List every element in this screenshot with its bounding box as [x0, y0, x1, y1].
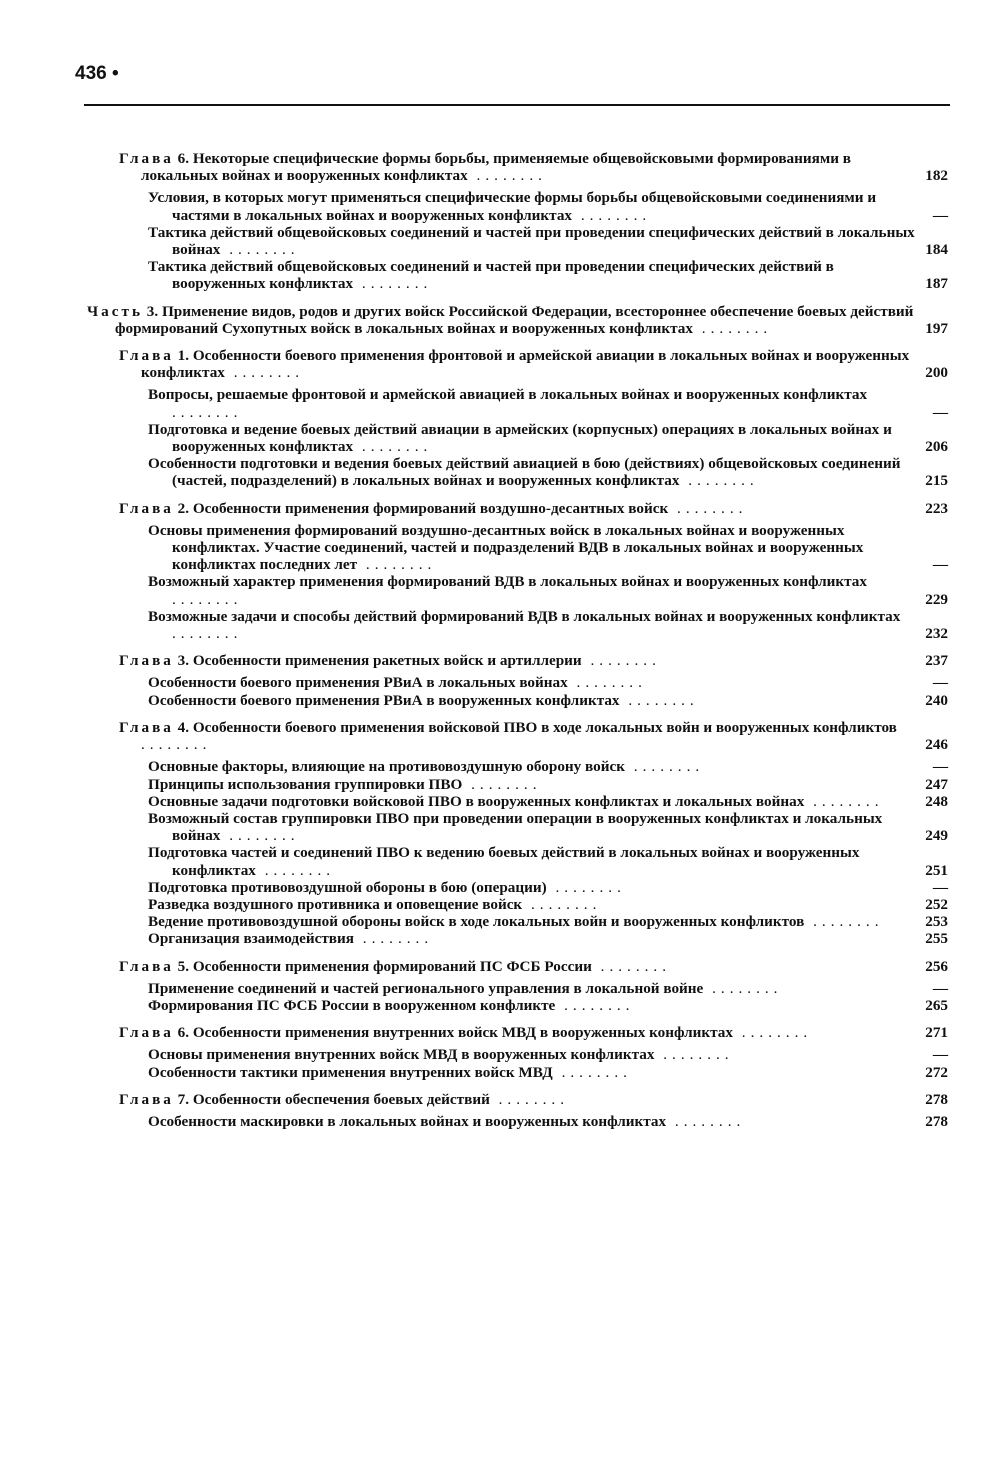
toc-entry-section — [0, 608, 1000, 642]
toc-entry-section — [0, 776, 1000, 793]
toc-entry-page: 271 — [925, 1024, 948, 1042]
toc-entry-label: Глава — [119, 718, 174, 736]
toc-entry-chapter — [0, 719, 1000, 753]
dot-leader: ........ — [567, 674, 647, 692]
dot-leader: ........ — [666, 1112, 746, 1130]
dot-leader: ........ — [552, 1063, 632, 1081]
toc-entry-title: Подготовка и ведение боевых действий авиации в армейских (корпусных) операциях в локальных войнах и вооруженных конфликтах — [148, 420, 892, 456]
toc-entry-title: Основные задачи подготовки войсковой ПВО в вооруженных конфликтах и локальных войнах — [148, 792, 805, 810]
dot-leader: ........ — [224, 364, 305, 382]
dot-leader: ........ — [703, 979, 783, 997]
toc-entry-section — [0, 997, 1000, 1014]
toc-entry-page: 182 — [925, 167, 948, 185]
dot-leader: ........ — [581, 652, 661, 670]
dot-leader: ........ — [172, 625, 243, 643]
toc-entry-label: Глава — [119, 499, 174, 517]
page-number: 436 • — [75, 63, 119, 84]
dot-leader: ........ — [546, 878, 626, 896]
dot-leader: ........ — [668, 499, 748, 517]
toc-entry-title: 4. Особенности боевого применения войсковой ПВО в ходе локальных войн и вооруженных конфликтов — [177, 718, 897, 736]
toc-entry-title: Условия, в которых могут применяться специфические формы борьбы общевойсковыми соединениями и частями в локальных войнах и вооруженных конфликтах — [148, 189, 877, 224]
toc-entry-title: 1. Особенности боевого применения фронтовой и армейской авиации в локальных войнах и вооруженных конфликтах — [141, 347, 910, 382]
toc-entry-page: — — [932, 979, 948, 997]
toc-entry-title: Возможный характер применения формирований ВДВ в локальных войнах и вооруженных конфликтах — [148, 573, 867, 591]
toc-entry-page: 251 — [925, 861, 948, 879]
dot-leader: ........ — [353, 930, 434, 948]
dot-leader: ........ — [467, 167, 547, 185]
toc-entry-chapter — [0, 958, 1000, 975]
toc-entry-chapter — [0, 1091, 1000, 1108]
toc-entry-section — [0, 844, 1000, 878]
toc-entry-title: Возможные задачи и способы действий формирований ВДВ в локальных войнах и вооруженных конфликтах — [148, 607, 901, 625]
dot-leader: ........ — [522, 895, 602, 913]
toc-entry-title: Организация взаимодействия — [148, 930, 354, 948]
dot-leader: ........ — [619, 691, 699, 709]
toc-entry-page: — — [932, 206, 948, 224]
toc-entry-page: — — [932, 878, 948, 896]
toc-entry-title: Принципы использования группировки ПВО — [148, 775, 463, 793]
toc-entry-page: 246 — [925, 736, 948, 754]
toc-entry-section — [0, 758, 1000, 775]
toc-entry-page: 240 — [925, 691, 948, 709]
toc-entry-page: 223 — [925, 499, 948, 517]
toc-entry-section — [0, 1046, 1000, 1063]
toc-entry-label: Глава — [119, 1090, 174, 1108]
dot-leader: ........ — [591, 957, 672, 975]
toc-entry-page: 249 — [925, 827, 948, 845]
toc-entry-chapter — [0, 150, 1000, 184]
toc-entry-title: Тактика действий общевойсковых соединений и частей при проведении специфических действий в вооруженных конфликтах — [148, 258, 834, 293]
dot-leader: ........ — [804, 913, 884, 931]
toc-entry-title: Подготовка частей и соединений ПВО к ведению боевых действий в локальных войнах и вооруженных конфликтах — [148, 844, 860, 879]
toc-entry-label: Глава — [119, 1024, 174, 1042]
toc-entry-label: Глава — [119, 957, 174, 975]
toc-entry-section — [0, 879, 1000, 896]
toc-entry-section — [0, 573, 1000, 607]
toc-entry-page: 265 — [925, 996, 948, 1014]
toc-entry-chapter — [0, 347, 1000, 381]
dot-leader: ........ — [625, 758, 705, 776]
toc-entry-title: 3. Применение видов, родов и других войск Российской Федерации, всестороннее обеспечение боевых действий формирований Сухопутных войск в локальных войнах и вооруженных конфликтах — [115, 302, 914, 337]
dot-leader: ........ — [172, 590, 243, 608]
dot-leader: ........ — [255, 861, 336, 879]
toc-entry-section — [0, 1113, 1000, 1130]
toc-entry-page: 184 — [925, 241, 948, 259]
toc-entry-page: 256 — [925, 957, 948, 975]
dot-leader: ........ — [733, 1024, 813, 1042]
dot-leader: ........ — [804, 792, 884, 810]
toc-entry-label: Глава — [119, 652, 174, 670]
toc-entry-section — [0, 386, 1000, 420]
toc-entry-title: Особенности маскировки в локальных войнах и вооруженных конфликтах — [148, 1112, 667, 1130]
toc-entry-section — [0, 674, 1000, 691]
toc-entry-section — [0, 1064, 1000, 1081]
toc-entry-page: 278 — [925, 1112, 948, 1130]
toc-entry-label: Глава — [119, 347, 174, 365]
toc-entry-section — [0, 522, 1000, 574]
dot-leader: ........ — [693, 319, 773, 337]
toc-entry-page: 272 — [925, 1063, 948, 1081]
toc-entry-title: Особенности боевого применения РВиА в локальных войнах — [148, 674, 568, 692]
dot-leader: ........ — [220, 827, 300, 845]
toc-entry-title: 2. Особенности применения формирований воздушно-десантных войск — [177, 499, 669, 517]
toc-entry-title: Особенности тактики применения внутренних войск МВД — [148, 1063, 553, 1081]
toc-entry-label: Глава — [119, 150, 174, 167]
toc-entry-title: 7. Особенности обеспечения боевых действий — [177, 1090, 490, 1108]
dot-leader: ........ — [357, 556, 437, 574]
toc-entry-page: — — [932, 556, 948, 574]
toc-entry-title: Подготовка противовоздушной обороны в бою (операции) — [148, 878, 547, 896]
toc-entry-page: 237 — [925, 652, 948, 670]
toc-entry-chapter — [0, 500, 1000, 517]
toc-entry-page: 229 — [925, 590, 948, 608]
toc-entry-title: Вопросы, решаемые фронтовой и армейской авиацией в локальных войнах и вооруженных конфликтах — [148, 386, 868, 404]
dot-leader: ........ — [220, 241, 300, 259]
toc-entry-title: Формирования ПС ФСБ России в вооруженном конфликте — [148, 996, 556, 1014]
toc-entry-page: 206 — [925, 438, 948, 456]
toc-entry-title: 5. Особенности применения формирований ПС ФСБ России — [177, 957, 592, 975]
toc-entry-section — [0, 896, 1000, 913]
toc-entry-label: Часть — [87, 302, 143, 320]
toc-entry-page: 247 — [925, 775, 948, 793]
toc-entry-page: 200 — [925, 364, 948, 382]
dot-leader: ........ — [555, 996, 635, 1014]
toc-entry-section — [0, 913, 1000, 930]
toc-entry-page: 255 — [925, 930, 948, 948]
dot-leader: ........ — [462, 775, 542, 793]
toc-entry-page: 187 — [925, 275, 948, 293]
toc-entry-section — [0, 930, 1000, 947]
toc-entry-title: 3. Особенности применения ракетных войск и артиллерии — [177, 652, 582, 670]
dot-leader: ........ — [353, 438, 433, 456]
toc-entry-section — [0, 189, 1000, 223]
toc-entry-page: 248 — [925, 792, 948, 810]
dot-leader: ........ — [572, 206, 652, 224]
toc-entry-page: 232 — [925, 625, 948, 643]
toc-entry-chapter — [0, 1024, 1000, 1041]
toc-entry-title: Особенности боевого применения РВиА в вооруженных конфликтах — [148, 691, 620, 709]
toc-entry-section — [0, 455, 1000, 489]
toc-entry-title: Разведка воздушного противника и оповещение войск — [148, 895, 523, 913]
toc-entry-title: 6. Особенности применения внутренних войск МВД в вооруженных конфликтах — [177, 1024, 733, 1042]
dot-leader: ........ — [654, 1046, 734, 1064]
toc-entry-title: 6. Некоторые специфические формы борьбы, применяемые общевойсковыми формированиями в локальных войнах и вооруженных конфликтах — [141, 150, 851, 185]
toc-entry-section — [0, 980, 1000, 997]
toc-entry-title: Ведение противовоздушной обороны войск в ходе локальных войн и вооруженных конфликтов — [148, 913, 805, 931]
dot-leader: ........ — [489, 1090, 569, 1108]
toc-entry-title: Основные факторы, влияющие на противовоздушную оборону войск — [148, 758, 625, 776]
toc-entry-title: Основы применения внутренних войск МВД в вооруженных конфликтах — [148, 1046, 655, 1064]
dot-leader: ........ — [141, 736, 212, 754]
toc-entry-section — [0, 692, 1000, 709]
toc-entry-page: — — [932, 1046, 948, 1064]
toc-entry-section — [0, 421, 1000, 455]
toc-entry-title: Основы применения формирований воздушно-десантных войск в локальных войнах и вооруженных конфликтах. Участие соединений, частей и подразделений ВДВ в локальных войнах и вооруженных конфликтах последних лет — [148, 521, 864, 574]
toc-entry-section — [0, 793, 1000, 810]
toc-entry-title: Особенности подготовки и ведения боевых действий авиацией в бою (действиях) общевойсковых соединений (частей, подразделений) в локальных войнах и вооруженных конфликтах — [148, 455, 901, 490]
toc-entry-page: — — [932, 758, 948, 776]
toc-entry-section — [0, 810, 1000, 844]
toc-entry-page: — — [932, 403, 948, 421]
dot-leader: ........ — [679, 472, 759, 490]
header-rule — [84, 104, 950, 106]
toc-entry-page: — — [932, 674, 948, 692]
toc-entry-page: 253 — [925, 913, 948, 931]
toc-entry-title: Тактика действий общевойсковых соединений и частей при проведении специфических действий в локальных войнах — [148, 223, 915, 259]
table-of-contents — [0, 150, 1000, 1130]
toc-entry-page: 215 — [925, 472, 948, 490]
toc-entry-page: 252 — [925, 895, 948, 913]
dot-leader: ........ — [172, 403, 243, 421]
toc-entry-title: Возможный состав группировки ПВО при проведении операции в вооруженных конфликтах и локальных войнах — [148, 809, 883, 845]
toc-entry-section — [0, 258, 1000, 292]
toc-entry-section — [0, 224, 1000, 258]
toc-entry-page: 278 — [925, 1090, 948, 1108]
toc-entry-part — [0, 303, 1000, 337]
dot-leader: ........ — [353, 275, 433, 293]
toc-entry-title: Применение соединений и частей регионального управления в локальной войне — [148, 979, 704, 997]
toc-entry-chapter — [0, 652, 1000, 669]
toc-entry-page: 197 — [925, 319, 948, 337]
